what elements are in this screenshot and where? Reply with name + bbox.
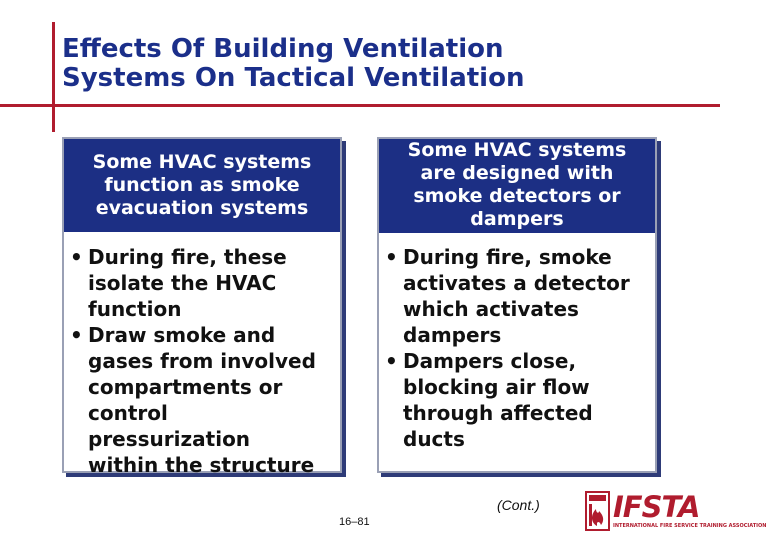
heading-line: smoke detectors or [413,185,621,207]
bullet-item [70,244,336,322]
heading-line: function as smoke [104,174,300,196]
heading-line: dampers [470,208,564,230]
ifsta-logo [585,490,766,532]
heading-line: Some HVAC systems [407,139,627,161]
bullet-line: within the structure [88,453,315,477]
bullet-dot-icon: • [70,245,83,269]
bullet-item [385,244,651,348]
bullet-line: gases from involved [88,349,316,373]
bullet-line: isolate the HVAC [88,271,277,295]
slide-title [62,35,524,93]
bullet-line: function [88,297,182,321]
accent-rule-vertical [52,22,55,132]
bullet-line: dampers [403,323,502,347]
heading-line: evacuation systems [95,197,309,219]
bullet-line: activates a detector [403,271,630,295]
bullet-item [385,348,651,452]
heading-line: are designed with [420,162,614,184]
bullet-line: During fire, smoke [403,245,612,269]
bullet-item [70,322,336,478]
bullet-line: Dampers close, [403,349,577,373]
bullet-line: ducts [403,427,465,451]
bullet-dot-icon: • [385,245,398,269]
bullet-line: which activates [403,297,579,321]
bullet-dot-icon: • [385,349,398,373]
bullet-line: control [88,401,168,425]
bullet-line: through affected [403,401,593,425]
left-info-box [62,137,342,477]
left-bullet-list [70,244,336,478]
right-bullet-list [385,244,651,452]
continued-label: (Cont.) [497,497,540,513]
logo-wordmark: IFSTA [613,490,700,524]
slide-title-line: Effects Of Building Ventilation [62,34,504,64]
heading-line: Some HVAC systems [92,151,312,173]
bullet-line: Draw smoke and [88,323,276,347]
ifsta-flame-logo-icon [585,490,611,532]
bullet-line: pressurization [88,427,251,451]
right-box-heading [379,139,655,233]
bullet-line: blocking air flow [403,375,590,399]
slide-title-line: Systems On Tactical Ventilation [62,63,525,93]
right-info-box [377,137,657,473]
logo-subtext: INTERNATIONAL FIRE SERVICE TRAINING ASSOCIATION [613,523,766,529]
page-number: 16–81 [339,516,370,528]
accent-rule-horizontal [0,104,720,107]
bullet-dot-icon: • [70,323,83,347]
bullet-line: During fire, these [88,245,287,269]
left-box-heading [64,139,340,232]
bullet-line: compartments or [88,375,283,399]
